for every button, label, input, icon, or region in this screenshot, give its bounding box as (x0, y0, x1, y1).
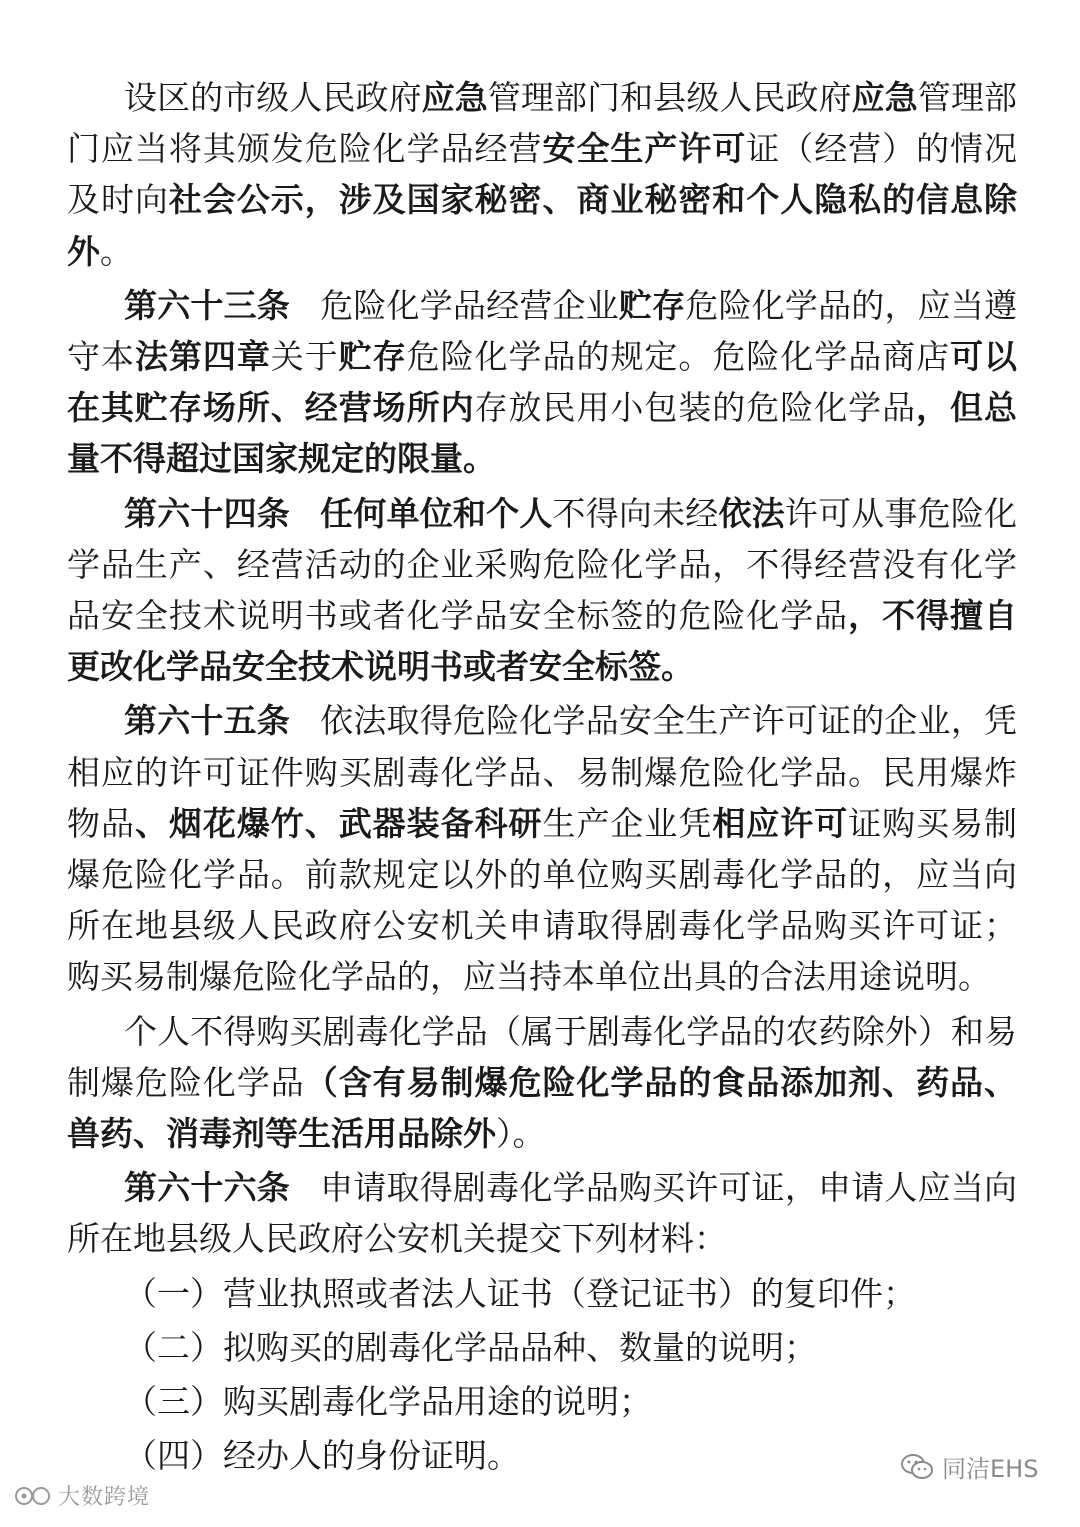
bold-segment: 相应许可 (712, 803, 849, 843)
text-segment: 管理部门应当将其颁发危险化学品经营 (67, 78, 1018, 169)
brand-logo-icon (14, 1483, 52, 1509)
bold-segment: 应急 (851, 78, 918, 117)
text-segment: 生产企业凭 (542, 803, 713, 843)
text-segment: 存放民用小包装的危险化学品 (474, 388, 917, 428)
bold-segment: 贮存 (618, 285, 686, 325)
text-segment: 证（经营）的情况及时向 (67, 129, 1018, 220)
watermark-left-text: 大数跨境 (58, 1485, 151, 1510)
text-segment: 依法取得危险化学品安全生产许可证的企业，凭相应的许可证件购买剧毒化学品、易制爆危险化学品。民用爆炸物品 (67, 701, 1018, 843)
article-number: 第六十六条 (124, 1168, 290, 1208)
list-item: （一）营业执照或者法人证书（登记证书）的复印件； (124, 1273, 916, 1313)
bold-segment: 法第四章 (134, 337, 271, 377)
bold-segment: 社会公示，涉及国家秘密、商业秘密和个人隐私的信息除外 (67, 180, 1018, 271)
article-paragraph (67, 280, 1017, 485)
text-segment: 危险化学品经营企业 (319, 285, 619, 325)
material-list (67, 1268, 1017, 1481)
watermark-right (900, 1449, 1038, 1484)
bold-segment: 安全生产许可 (542, 129, 747, 169)
wechat-icon (900, 1453, 934, 1481)
text-segment: 设区的市级人民政府 (124, 78, 422, 117)
list-item: （二）拟购买的剧毒化学品品种、数量的说明； (124, 1327, 817, 1367)
text-segment: 。 (100, 231, 133, 271)
bold-segment: 贮存 (338, 337, 407, 377)
text-segment: 危险化学品的，应当遵守本 (67, 285, 1018, 377)
text-segment: ）。 (496, 1114, 546, 1154)
article-paragraph (67, 488, 1017, 693)
article-paragraph (67, 695, 1017, 1002)
text-segment: 不得向未经 (552, 493, 719, 533)
list-item: （三）购买剧毒化学品用途的说明； (124, 1381, 652, 1421)
text-segment: 个人不得购买剧毒化学品（属于剧毒化学品的农药除外）和易制爆危险化学品 (67, 1011, 1017, 1102)
text-segment: 管理部门和县级人民政府 (487, 78, 852, 117)
paragraph (67, 1006, 1017, 1160)
bold-segment: 依法 (718, 493, 785, 533)
article-number: 第六十四条 (124, 493, 290, 533)
bold-segment: 任何单位和个人 (319, 493, 553, 533)
document-body (67, 72, 1017, 1481)
paragraph (67, 72, 1017, 277)
text-segment: 证购买易制爆危险化学品。前款规定以外的单位购买剧毒化学品的，应当向所在地县级人民政府公安机关申请取得剧毒化学品购买许可证；购买易制爆危险化学品的，应当持本单位出具的合法用途说明。 (67, 803, 1018, 997)
article-number: 第六十三条 (124, 285, 290, 325)
article-number: 第六十五条 (124, 701, 290, 741)
bold-segment: ，不得擅自更改化学品安全技术说明书或者安全标签。 (67, 596, 1018, 687)
text-segment: 关于 (270, 337, 339, 377)
text-segment: 危险化学品的规定。危险化学品商店 (406, 337, 951, 377)
text-segment: 申请取得剧毒化学品购买许可证，申请人应当向所在地县级人民政府公安机关提交下列材料： (67, 1168, 1018, 1259)
bold-segment: 应急 (421, 78, 488, 117)
bold-segment: 、烟花爆竹、武器装备科研 (134, 803, 543, 843)
watermark-left (14, 1480, 150, 1511)
paragraphs (67, 72, 1017, 1265)
watermark-right-text: 同洁EHS (942, 1455, 1039, 1483)
article-paragraph (67, 1162, 1017, 1264)
text-segment: 许可从事危险化学品生产、经营活动的企业采购危险化学品，不得经营没有化学品安全技术说明书或者化学品安全标签的危险化学品 (67, 493, 1018, 636)
bold-segment: 可以在其贮存场所、经营场所内 (67, 337, 1018, 428)
bold-segment: （含有易制爆危险化学品的食品添加剂、药品、兽药、消毒剂等生活用品除外 (67, 1062, 1018, 1154)
bold-segment: ，但总量不得超过国家规定的限量。 (67, 388, 1018, 479)
list-item: （四）经办人的身份证明。 (124, 1435, 520, 1475)
